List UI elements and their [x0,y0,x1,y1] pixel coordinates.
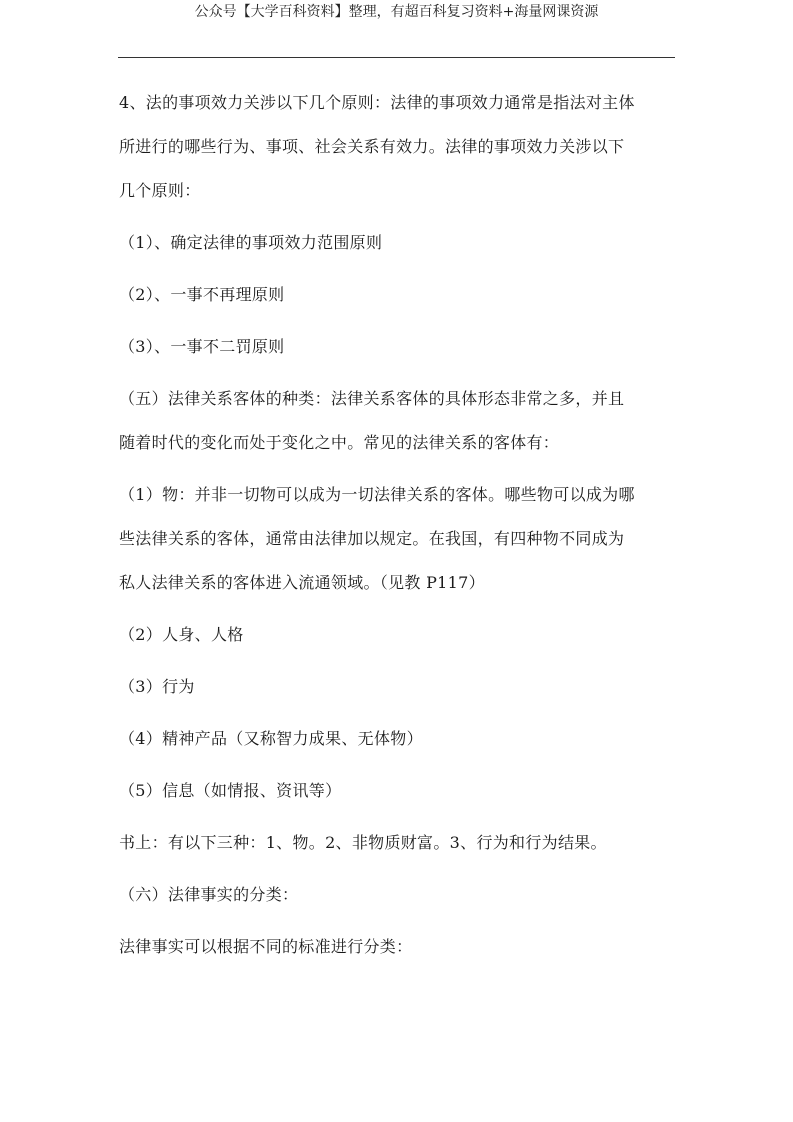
text-line: （3）行为 [119,677,195,696]
section-heading-legal-facts [119,880,675,932]
text-line: （2）、一事不再理原则 [119,285,285,304]
list-item [119,228,675,280]
text-line: （3）、一事不二罚原则 [119,337,285,356]
text-line: （2）人身、人格 [119,625,244,644]
list-item [119,724,675,776]
text-line: 法律事实可以根据不同的标准进行分类： [119,937,413,956]
text-line: 随着时代的变化而处于变化之中。常见的法律关系的客体有： [119,433,560,452]
list-item [119,776,675,828]
list-item [119,620,675,672]
paragraph-textbook-note [119,828,675,880]
paragraph-legal-facts-intro [119,932,675,984]
paragraph-object-types [119,384,675,480]
text-line: 几个原则： [119,181,201,200]
text-line: （4）精神产品（又称智力成果、无体物） [119,729,423,748]
text-line: 书上：有以下三种：1、物。2、非物质财富。3、行为和行为结果。 [119,833,607,852]
list-item [119,672,675,724]
document-body [119,88,675,984]
paragraph-things [119,480,675,620]
header-text: 公众号【大学百科资料】整理，有超百科复习资料+海量网课资源 [194,4,599,20]
text-line: （1）物：并非一切物可以成为一切法律关系的客体。哪些物可以成为哪 [119,485,635,504]
text-line: 私人法律关系的客体进入流通领域。（见教 P117） [119,573,485,592]
text-line: （六）法律事实的分类： [119,885,299,904]
text-line: （1）、确定法律的事项效力范围原则 [119,233,383,252]
text-line: 所进行的哪些行为、事项、社会关系有效力。法律的事项效力关涉以下 [119,137,625,156]
text-line: （五）法律关系客体的种类：法律关系客体的具体形态非常之多，并且 [119,389,625,408]
paragraph-event-validity [119,88,675,228]
text-line: 4、法的事项效力关涉以下几个原则：法律的事项效力通常是指法对主体 [119,93,635,112]
page-header [0,0,793,22]
header-divider [118,57,675,58]
list-item [119,280,675,332]
list-item [119,332,675,384]
text-line: （5）信息（如情报、资讯等） [119,781,342,800]
text-line: 些法律关系的客体，通常由法律加以规定。在我国，有四种物不同成为 [119,529,625,548]
